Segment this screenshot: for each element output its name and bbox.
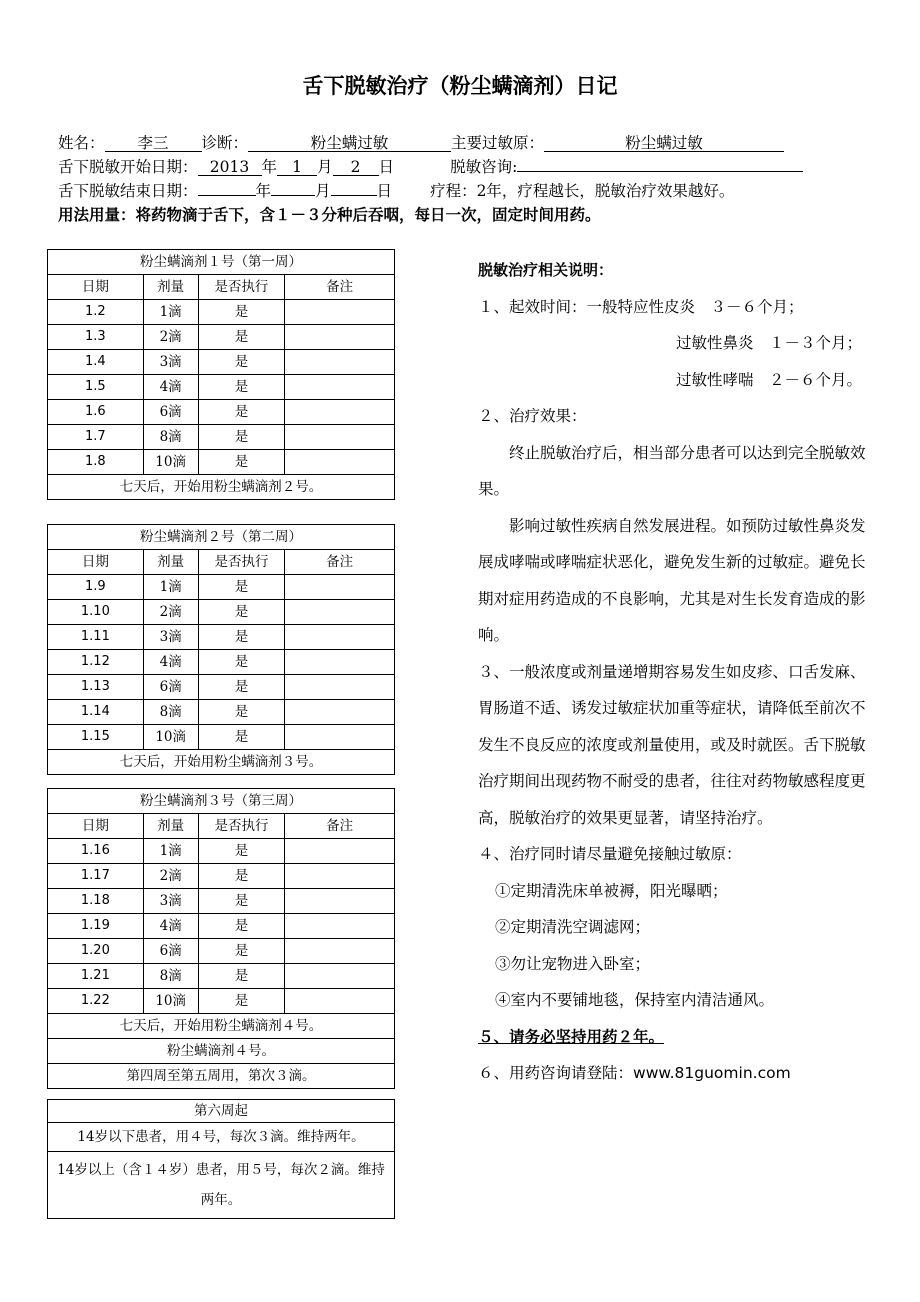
- header-dose: 剂量: [143, 814, 198, 839]
- note-cell[interactable]: [285, 964, 395, 989]
- dose-cell: 8滴: [143, 425, 198, 450]
- date-cell: 1.16: [48, 839, 144, 864]
- week6-over14: 14岁以上（含１４岁）患者，用５号，每次２滴。维持两年。: [48, 1152, 395, 1219]
- table-header-row: [48, 275, 395, 300]
- date-cell: 1.5: [48, 375, 144, 400]
- executed-cell[interactable]: 是: [198, 675, 285, 700]
- start-day-field[interactable]: 2: [333, 159, 379, 176]
- dose-cell: 4滴: [143, 914, 198, 939]
- dose-cell: 1滴: [143, 300, 198, 325]
- header-notes: 备注: [285, 550, 395, 575]
- note-cell[interactable]: [285, 650, 395, 675]
- note-cell[interactable]: [285, 939, 395, 964]
- start-year-field[interactable]: 2013: [198, 159, 262, 176]
- note-side-effects: ３、一般浓度或剂量递增期容易发生如皮疹、口舌发麻、胃肠道不适、诱发过敏症状加重等症状，请降低至前次不发生不良反应的浓度或剂量使用，或及时就医。舌下脱敏治疗期间出现药物不耐受的患者，往往对药物敏感程度更高，脱敏治疗的效果更显著，请坚持治疗。: [478, 662, 866, 827]
- end-year-unit: 年: [255, 182, 272, 200]
- date-cell: 1.8: [48, 450, 144, 475]
- note-cell[interactable]: [285, 375, 395, 400]
- consult-url[interactable]: www.81guomin.com: [633, 1064, 791, 1082]
- note-cell[interactable]: [285, 700, 395, 725]
- executed-cell[interactable]: 是: [198, 939, 285, 964]
- table-header-row: [48, 814, 395, 839]
- date-cell: 1.18: [48, 889, 144, 914]
- week1-table: [47, 249, 395, 500]
- week2-table: [47, 524, 395, 775]
- table-row: [48, 650, 395, 675]
- table-row: [48, 375, 395, 400]
- executed-cell[interactable]: 是: [198, 989, 285, 1014]
- week3-title: 粉尘螨滴剂３号（第三周）: [48, 789, 395, 814]
- date-cell: 1.13: [48, 675, 144, 700]
- executed-cell[interactable]: 是: [198, 375, 285, 400]
- note-effect-p1: 终止脱敏治疗后，相当部分患者可以达到完全脱敏效果。: [478, 443, 866, 498]
- header-notes: 备注: [285, 814, 395, 839]
- note-onset-rhinitis: 过敏性鼻炎 １－３个月；: [675, 334, 862, 352]
- date-cell: 1.20: [48, 939, 144, 964]
- table-row: [48, 700, 395, 725]
- info-line-2: [58, 155, 803, 177]
- note-cell[interactable]: [285, 864, 395, 889]
- allergen-field[interactable]: 粉尘螨过敏: [544, 135, 784, 152]
- date-cell: 1.6: [48, 400, 144, 425]
- week2-footer: 七天后，开始用粉尘螨滴剂３号。: [48, 750, 395, 775]
- end-day-field[interactable]: [331, 195, 377, 196]
- dose-cell: 1滴: [143, 839, 198, 864]
- header-notes: 备注: [285, 275, 395, 300]
- dose-cell: 6滴: [143, 400, 198, 425]
- table-row: [48, 450, 395, 475]
- date-cell: 1.9: [48, 575, 144, 600]
- date-cell: 1.21: [48, 964, 144, 989]
- date-cell: 1.14: [48, 700, 144, 725]
- date-cell: 1.19: [48, 914, 144, 939]
- dose-cell: 6滴: [143, 939, 198, 964]
- end-month-unit: 月: [315, 182, 331, 200]
- executed-cell[interactable]: 是: [198, 400, 285, 425]
- note-cell[interactable]: [285, 575, 395, 600]
- end-year-field[interactable]: [198, 195, 256, 196]
- table-row: [48, 964, 395, 989]
- table-row: [48, 300, 395, 325]
- note-cell[interactable]: [285, 400, 395, 425]
- executed-cell[interactable]: 是: [198, 300, 285, 325]
- week6-table: [47, 1099, 395, 1219]
- header-executed: 是否执行: [198, 814, 285, 839]
- diagnosis-field[interactable]: 粉尘螨过敏: [248, 135, 451, 152]
- dose-cell: 10滴: [143, 450, 198, 475]
- dropper4-note: 粉尘螨滴剂４号。: [48, 1039, 395, 1064]
- table-row: [48, 864, 395, 889]
- note-cell[interactable]: [285, 350, 395, 375]
- diagnosis-label: 诊断：: [201, 134, 249, 152]
- table-row: [48, 325, 395, 350]
- header-executed: 是否执行: [198, 275, 285, 300]
- executed-cell[interactable]: 是: [198, 864, 285, 889]
- end-date-label: 舌下脱敏结束日期：: [58, 182, 198, 200]
- executed-cell[interactable]: 是: [198, 700, 285, 725]
- note-consult: [478, 1055, 868, 1092]
- executed-cell[interactable]: 是: [198, 725, 285, 750]
- executed-cell[interactable]: 是: [198, 914, 285, 939]
- consult-label: ６、用药咨询请登陆：: [478, 1064, 634, 1082]
- start-month-field[interactable]: 1: [277, 159, 317, 176]
- list-item: ④室内不要铺地毯，保持室内清洁通风。: [495, 991, 775, 1009]
- end-month-field[interactable]: [271, 195, 315, 196]
- header-dose: 剂量: [143, 550, 198, 575]
- note-onset: １、起效时间：一般特应性皮炎 ３－６个月；: [478, 297, 804, 316]
- list-item: ②定期清洗空调滤网；: [495, 918, 651, 936]
- table-row: [48, 400, 395, 425]
- day-unit: 日: [378, 158, 395, 176]
- allergen-label: 主要过敏原：: [451, 134, 545, 152]
- dose-cell: 1滴: [143, 575, 198, 600]
- notes-heading: 脱敏治疗相关说明：: [478, 261, 614, 279]
- week2-title: 粉尘螨滴剂２号（第二周）: [48, 525, 395, 550]
- note-cell[interactable]: [285, 889, 395, 914]
- table-row: [48, 939, 395, 964]
- week6-title: 第六周起: [48, 1100, 395, 1123]
- note-onset-asthma: 过敏性哮喘 ２－６个月。: [675, 370, 862, 389]
- table-header-row: [48, 550, 395, 575]
- header-date: 日期: [48, 814, 144, 839]
- note-persist: ５、请务必坚持用药２年。: [478, 1026, 665, 1046]
- note-cell[interactable]: [285, 625, 395, 650]
- table-row: [48, 889, 395, 914]
- dose-cell: 10滴: [143, 989, 198, 1014]
- table-row: [48, 914, 395, 939]
- header-date: 日期: [48, 550, 144, 575]
- executed-cell[interactable]: 是: [198, 575, 285, 600]
- executed-cell[interactable]: 是: [198, 625, 285, 650]
- list-item: ③勿让宠物进入卧室；: [495, 954, 651, 973]
- table-row: [48, 350, 395, 375]
- executed-cell[interactable]: 是: [198, 350, 285, 375]
- note-cell[interactable]: [285, 675, 395, 700]
- page-title: 舌下脱敏治疗（粉尘螨滴剂）日记: [302, 74, 618, 98]
- note-avoid-allergens: ４、治疗同时请尽量避免接触过敏原：: [478, 845, 742, 863]
- date-cell: 1.22: [48, 989, 144, 1014]
- date-cell: 1.12: [48, 650, 144, 675]
- date-cell: 1.2: [48, 300, 144, 325]
- date-cell: 1.15: [48, 725, 144, 750]
- dose-cell: 3滴: [143, 889, 198, 914]
- note-cell[interactable]: [285, 300, 395, 325]
- week1-title: 粉尘螨滴剂１号（第一周）: [48, 250, 395, 275]
- dose-cell: 3滴: [143, 625, 198, 650]
- name-field[interactable]: 李三: [105, 135, 202, 152]
- header-date: 日期: [48, 275, 144, 300]
- date-cell: 1.11: [48, 625, 144, 650]
- executed-cell[interactable]: 是: [198, 889, 285, 914]
- end-day-unit: 日: [376, 182, 393, 200]
- week3-table: [47, 788, 395, 1089]
- dose-cell: 4滴: [143, 650, 198, 675]
- dose-cell: 2滴: [143, 864, 198, 889]
- dose-cell: 8滴: [143, 964, 198, 989]
- date-cell: 1.4: [48, 350, 144, 375]
- dose-cell: 4滴: [143, 375, 198, 400]
- dose-cell: 3滴: [143, 350, 198, 375]
- week3-footer: 七天后，开始用粉尘螨滴剂４号。: [48, 1014, 395, 1039]
- executed-cell[interactable]: 是: [198, 964, 285, 989]
- date-cell: 1.3: [48, 325, 144, 350]
- note-effect-heading: ２、治疗效果：: [478, 407, 587, 425]
- date-cell: 1.17: [48, 864, 144, 889]
- table-row: [48, 725, 395, 750]
- dose-cell: 2滴: [143, 325, 198, 350]
- note-effect-p2: 影响过敏性疾病自然发展进程。如预防过敏性鼻炎发展成哮喘或哮喘症状恶化，避免发生新的过敏症。避免长期对症用药造成的不良影响，尤其是对生长发育造成的影响。: [478, 516, 866, 644]
- table-row: [48, 425, 395, 450]
- dose-cell: 2滴: [143, 600, 198, 625]
- executed-cell[interactable]: 是: [198, 600, 285, 625]
- note-cell[interactable]: [285, 425, 395, 450]
- executed-cell[interactable]: 是: [198, 325, 285, 350]
- week6-under14: 14岁以下患者，用４号，每次３滴。维持两年。: [48, 1123, 395, 1152]
- executed-cell[interactable]: 是: [198, 450, 285, 475]
- year-unit: 年: [261, 158, 278, 176]
- header-executed: 是否执行: [198, 550, 285, 575]
- table-row: [48, 625, 395, 650]
- executed-cell[interactable]: 是: [198, 425, 285, 450]
- table-row: [48, 675, 395, 700]
- info-line-3: [58, 179, 734, 201]
- date-cell: 1.10: [48, 600, 144, 625]
- course-text: 疗程：2年，疗程越长，脱敏治疗效果越好。: [430, 182, 735, 200]
- dose-cell: 10滴: [143, 725, 198, 750]
- note-cell[interactable]: [285, 725, 395, 750]
- month-unit: 月: [317, 158, 333, 176]
- executed-cell[interactable]: 是: [198, 839, 285, 864]
- date-cell: 1.7: [48, 425, 144, 450]
- note-cell[interactable]: [285, 914, 395, 939]
- consult-field[interactable]: [517, 171, 803, 172]
- week4-5-note: 第四周至第五周用，第次３滴。: [48, 1064, 395, 1089]
- consult-label: 脱敏咨询:: [450, 158, 518, 176]
- note-cell[interactable]: [285, 450, 395, 475]
- start-date-label: 舌下脱敏开始日期：: [58, 158, 198, 176]
- dose-cell: 6滴: [143, 675, 198, 700]
- table-row: [48, 600, 395, 625]
- dose-cell: 8滴: [143, 700, 198, 725]
- table-row: [48, 839, 395, 864]
- treatment-notes: [478, 252, 868, 1092]
- usage-instructions: 用法用量：将药物滴于舌下，含１－３分种后吞咽，每日一次，固定时间用药。: [58, 206, 601, 224]
- note-cell[interactable]: [285, 325, 395, 350]
- header-dose: 剂量: [143, 275, 198, 300]
- note-cell[interactable]: [285, 989, 395, 1014]
- table-row: [48, 575, 395, 600]
- note-cell[interactable]: [285, 839, 395, 864]
- week1-footer: 七天后，开始用粉尘螨滴剂２号。: [48, 475, 395, 500]
- table-row: [48, 989, 395, 1014]
- note-cell[interactable]: [285, 600, 395, 625]
- name-label: 姓名：: [58, 134, 105, 152]
- executed-cell[interactable]: 是: [198, 650, 285, 675]
- list-item: ①定期清洗床单被褥，阳光曝晒；: [495, 881, 728, 900]
- info-line-1: [58, 131, 784, 153]
